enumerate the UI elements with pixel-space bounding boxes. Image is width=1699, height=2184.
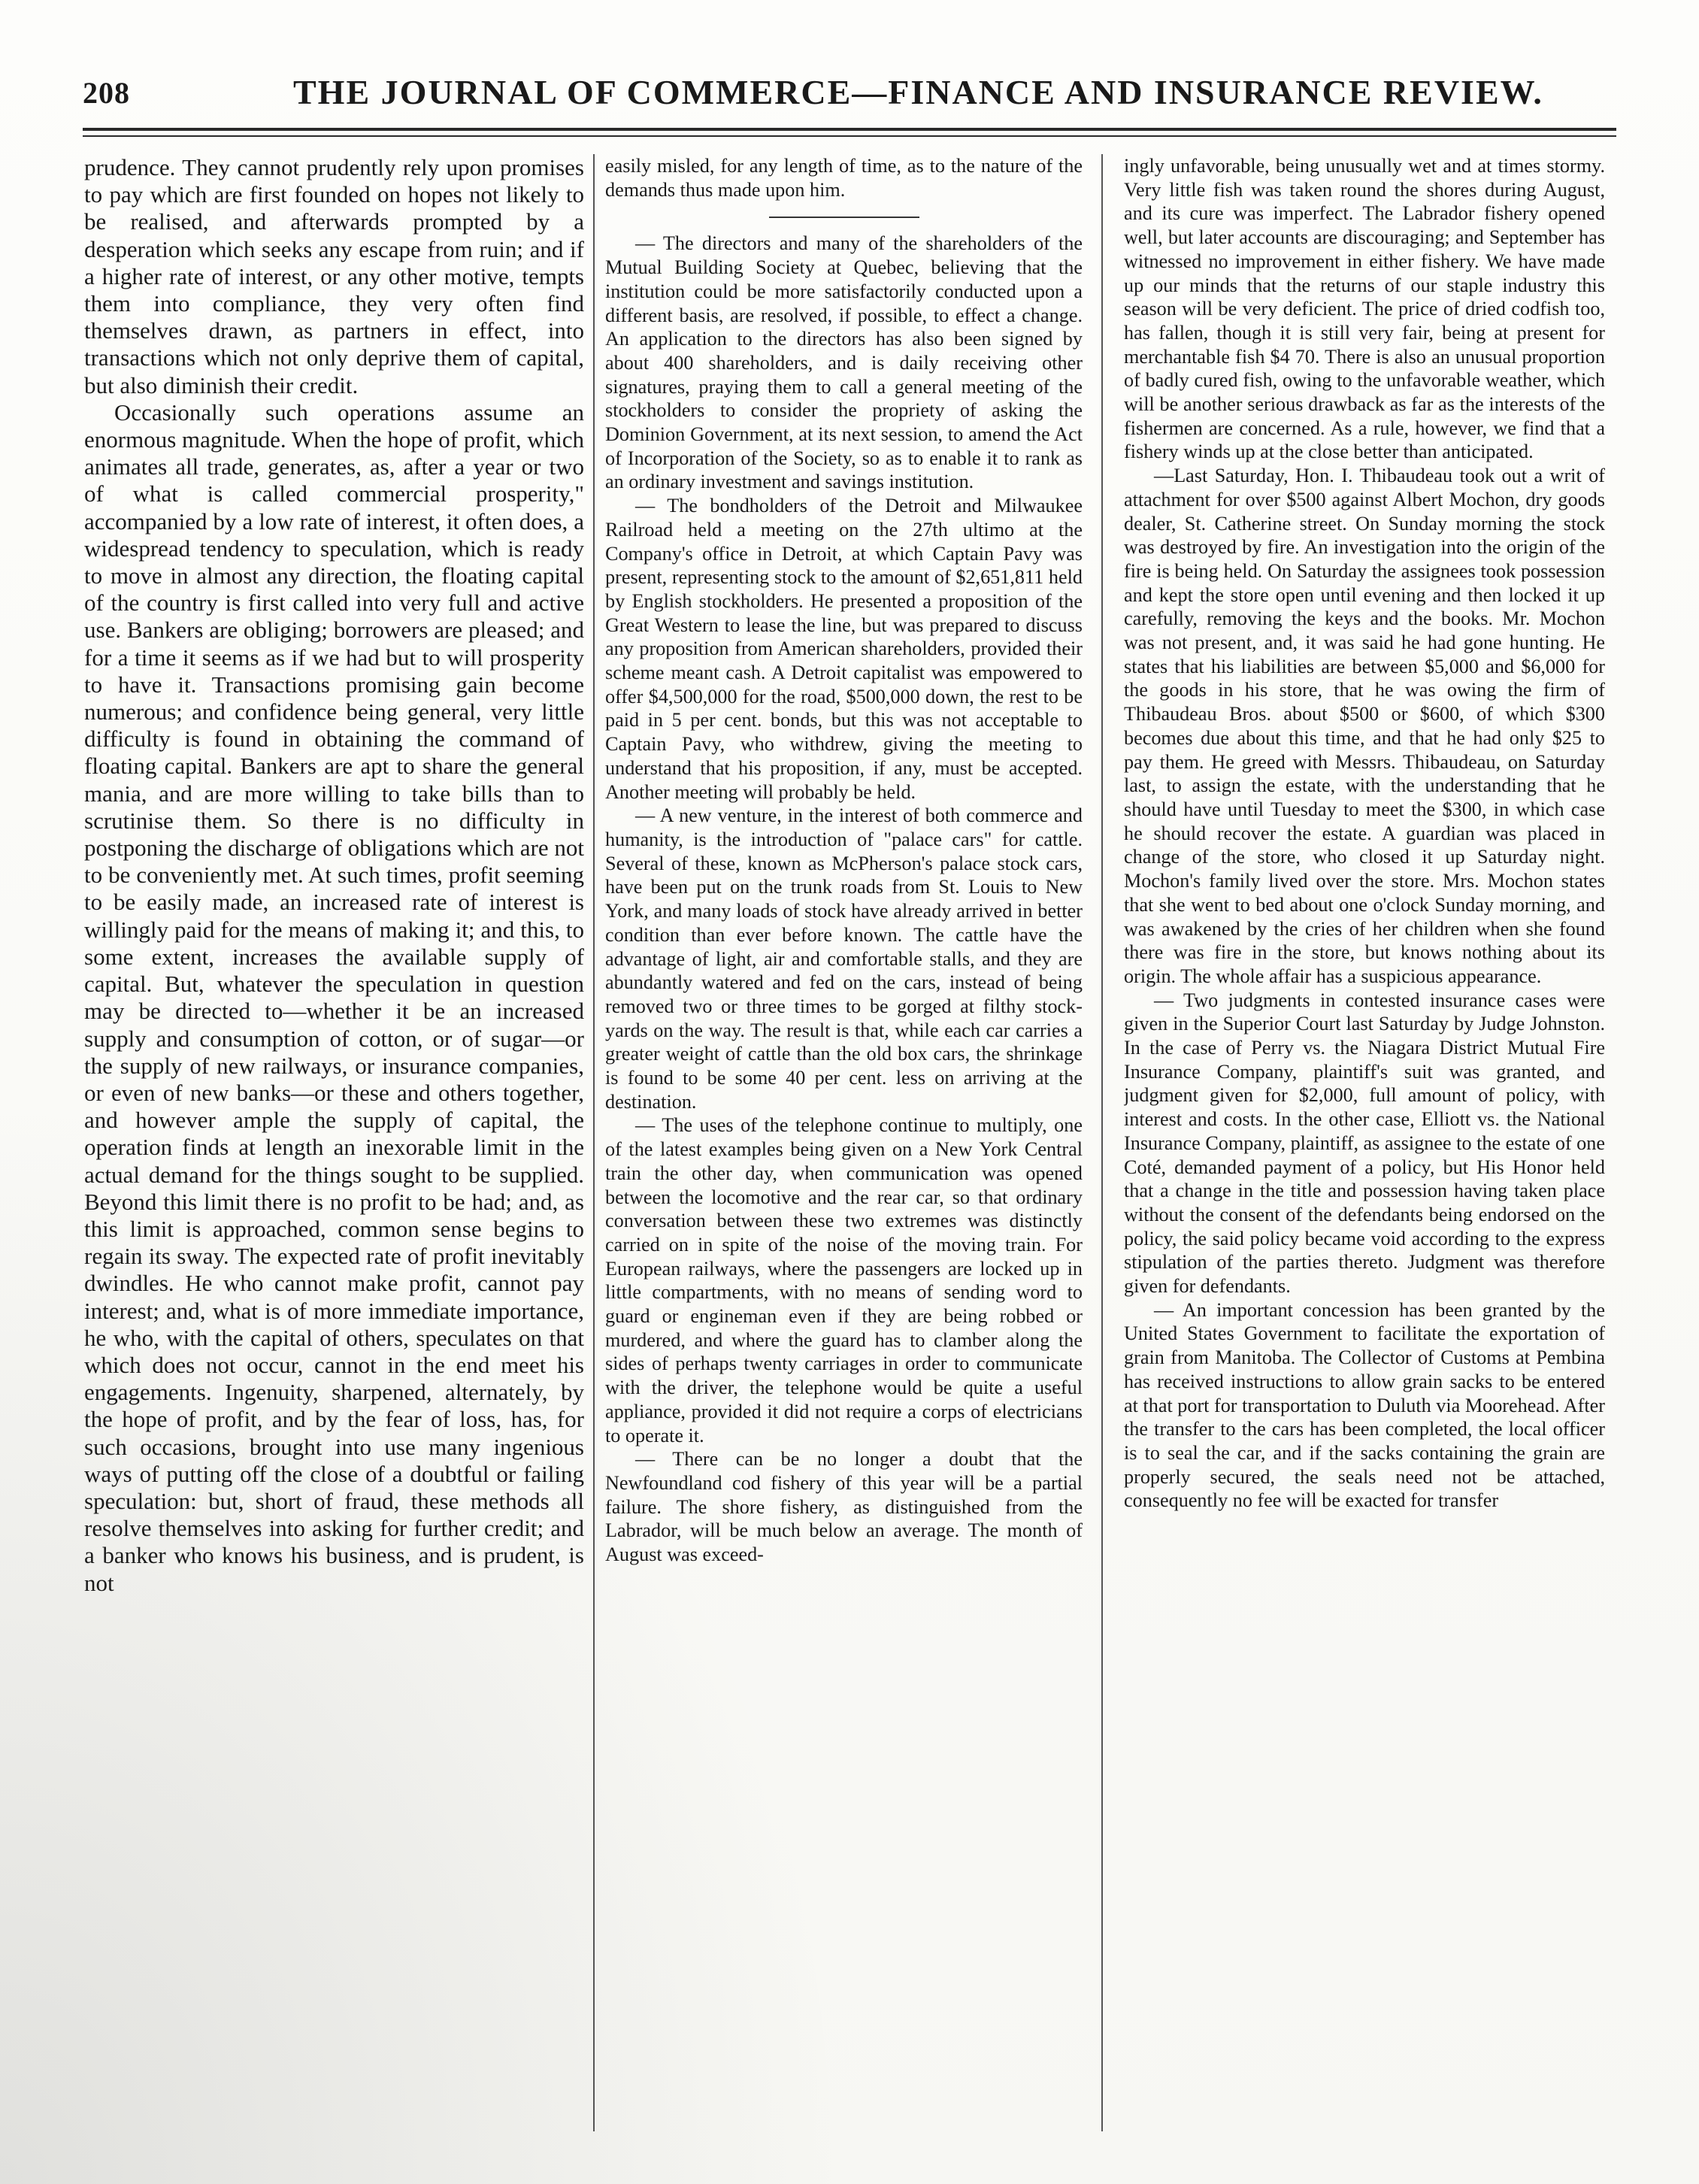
news-item: — A new venture, in the interest of both commerce and humanity, is the introduction of "palace cars" for cattle. Several of these, known as McPherson's palace stock cars, have been put on the trunk roads from St. Louis to New York, and many loads of stock have already arrived in better condition than ever before known. The cattle have the advantage of light, air and comfortable stalls, and they are abundantly watered and fed on the cars, instead of being removed two or three times to be gorged at filthy stock-yards on the way. The result is that, while each car carries a greater weight of cattle than the old box cars, the shrinkage is found to be some 40 per cent. less on arriving at the destination. <box>605 804 1083 1113</box>
header-rule-thin <box>83 135 1616 137</box>
news-item: —Last Saturday, Hon. I. Thibaudeau took out a writ of attachment for over $500 against Albert Mochon, dry goods dealer, St. Catherine street. On Sunday morning the stock was destroyed by fire. An investigation into the origin of the fire is being held. On Saturday the assignees took possession and kept the store open until evening and then locked it up carefully, removing the keys and the books. Mr. Mochon was not present, and, it was said he had gone hunting. He states that his liabilities are between $5,000 and $6,000 for the goods in his store, that he was owing the firm of Thibaudeau Bros. about $500 or $600, of which $300 becomes due about this time, and that he had only $25 to pay them. He greed with Messrs. Thibaudeau, on Saturday last, to assign the estate, with the understanding that he should have until Tuesday to meet the $300, in which case he should recover the estate. A guardian was placed in change of the store, who closed it up Saturday night. Mochon's family lived over the store. Mrs. Mochon states that she went to bed about one o'clock Sunday morning, and was awakened by the cries of her children when she found there was fire in the store, but knows nothing about its origin. The whole affair has a suspicious appearance. <box>1124 465 1605 987</box>
article-paragraph: prudence. They cannot prudently rely upon promises to pay which are first founded on hopes not likely to be realised, and afterwards prompted by a desperation which seeks any escape from ruin; and if a higher rate of interest, or any other motive, tempts them into compliance, they very often find themselves drawn, as partners in effect, into transactions which not only deprive them of capital, but also diminish their credit. <box>84 154 584 398</box>
news-item: — Two judgments in contested insurance cases were given in the Superior Court last Saturday by Judge Johnston. In the case of Perry vs. the Niagara District Mutual Fire Insurance Company, plaintiff's suit was granted, and judgment given for $2,000, full amount of policy, with interest and costs. In the other case, Elliott vs. the National Insurance Company, plaintiff, as assignee to the estate of one Coté, demanded payment of a policy, but His Honor held that a change in the title and possession having taken place without the consent of the defendants being endorsed on the policy, the said policy became void according to the express stipulation of the parties thereto. Judgment was therefore given for defendants. <box>1124 989 1605 1298</box>
column-right <box>1124 154 1605 2131</box>
journal-title: THE JOURNAL OF COMMERCE—FINANCE AND INSURANCE REVIEW. <box>293 73 1543 111</box>
news-item: ingly unfavorable, being unusually wet and at times stormy. Very little fish was taken round the shores during August, and its cure was imperfect. The Labrador fishery opened well, but later accounts are discouraging; and September has witnessed no improvement in either fishery. We have made up our minds that the returns of our staple industry this season will be very deficient. The price of dried codfish too, has fallen, though it is still very fair, being at present for merchantable fish $4 70. There is also an unusual proportion of badly cured fish, owing to the unfavorable weather, which will be another serious drawback as far as the interests of the fishermen are concerned. As a rule, however, we find that a fishery winds up at the close better than anticipated. <box>1124 155 1605 463</box>
news-item: — The bondholders of the Detroit and Milwaukee Railroad held a meeting on the 27th ultimo at the Company's office in Detroit, at which Captain Pavy was present, representing stock to the amount of $2,651,811 held by English stockholders. He presented a proposition of the Great Western to lease the line, but was prepared to discuss any proposition from American shareholders, provided their scheme meant cash. A Detroit capitalist was empowered to offer $4,500,000 for the road, $500,000 down, the rest to be paid in 5 per cent. bonds, but this was not acceptable to Captain Pavy, who withdrew, giving the meeting to understand that his proposition, if any, must be accepted. Another meeting will probably be held. <box>605 495 1083 803</box>
news-item: — An important concession has been granted by the United States Government to facilitate the exportation of grain from Manitoba. The Collector of Customs at Pembina has received instructions to allow grain sacks to be entered at that port for transportation to Duluth via Moorehead. After the transfer to the cars has been completed, the local officer is to seal the car, and if the sacks containing the grain are properly secured, the seals need not be attached, consequently no fee will be exacted for transfer <box>1124 1298 1605 1512</box>
column-divider <box>1101 154 1103 2131</box>
section-separator <box>769 217 919 218</box>
page-number: 208 <box>83 76 130 110</box>
header-rule <box>83 128 1616 131</box>
news-item: — The directors and many of the shareholders of the Mutual Building Society at Quebec, believing that the institution could be more satisfactorily conducted upon a different basis, are resolved, if possible, to effect a change. An application to the directors has also been signed by about 400 shareholders, and is daily receiving other signatures, praying them to call a general meeting of the stockholders to consider the propriety of asking the Dominion Government, at its next session, to amend the Act of Incorporation of the Society, so as to enable it to rank as an ordinary investment and savings institution. <box>605 232 1083 493</box>
masthead <box>83 69 1616 122</box>
news-item: — The uses of the telephone continue to multiply, one of the latest examples being given on a New York Central train the other day, when communication was opened between the locomotive and the rear car, so that ordinary conversation between these two extremes was distinctly carried on in spite of the noise of the moving train. For European railways, where the passengers are locked up in little compartments, with no means of sending word to guard or engineman even if they are being robbed or murdered, and where the guard has to clamber along the sides of perhaps twenty carriages in order to communicate with the driver, the telephone would be quite a useful appliance, provided it did not require a corps of electricians to operate it. <box>605 1114 1083 1446</box>
column-left <box>84 154 584 2131</box>
article-paragraph: easily misled, for any length of time, as to the nature of the demands thus made upon him. <box>605 155 1083 201</box>
column-divider <box>593 154 595 2131</box>
column-middle <box>605 154 1083 2131</box>
news-item: — There can be no longer a doubt that the Newfoundland cod fishery of this year will be a partial failure. The shore fishery, as distinguished from the Labrador, will be much below an average. The month of August was exceed- <box>605 1448 1083 1566</box>
article-paragraph: Occasionally such operations assume an enormous magnitude. When the hope of profit, which animates all trade, generates, as, after a year or two of what is called commercial prosperity," accompanied by a low rate of interest, it often does, a widespread tendency to speculation, which is ready to move in almost any direction, the floating capital of the country is first called into very full and active use. Bankers are obliging; borrowers are pleased; and for a time it seems as if we had but to will prosperity to have it. Transactions promising gain become numerous; and confidence being general, very little difficulty is found in obtaining the command of floating capital. Bankers are apt to share the general mania, and are more willing to take bills than to scrutinise them. So there is no difficulty in postponing the discharge of obligations which are not to be conveniently met. At such times, profit seeming to be easily made, an increased rate of interest is willingly paid for the means of making it; and this, to some extent, increases the available supply of capital. But, whatever the speculation in question may be directed to—whether it be an increased supply and consumption of cotton, or of sugar—or the supply of new railways, or insurance companies, or even of new banks—or these and others together, and however ample the supply of capital, the operation finds at length an inexorable limit in the actual demand for the things sought to be supplied. Beyond this limit there is no profit to be had; and, as this limit is approached, common sense begins to regain its sway. The expected rate of profit inevitably dwindles. He who cannot make profit, cannot pay interest; and, what is of more immediate importance, he who, with the capital of others, speculates on that which does not occur, cannot in the end meet his engagements. Ingenuity, sharpened, alternately, by the hope of profit, and by the fear of loss, has, for such occasions, brought into use many ingenious ways of putting off the close of a doubtful or failing speculation: but, short of fraud, these methods all resolve themselves into asking for further credit; and a banker who knows his business, and is prudent, is not <box>84 398 584 1596</box>
